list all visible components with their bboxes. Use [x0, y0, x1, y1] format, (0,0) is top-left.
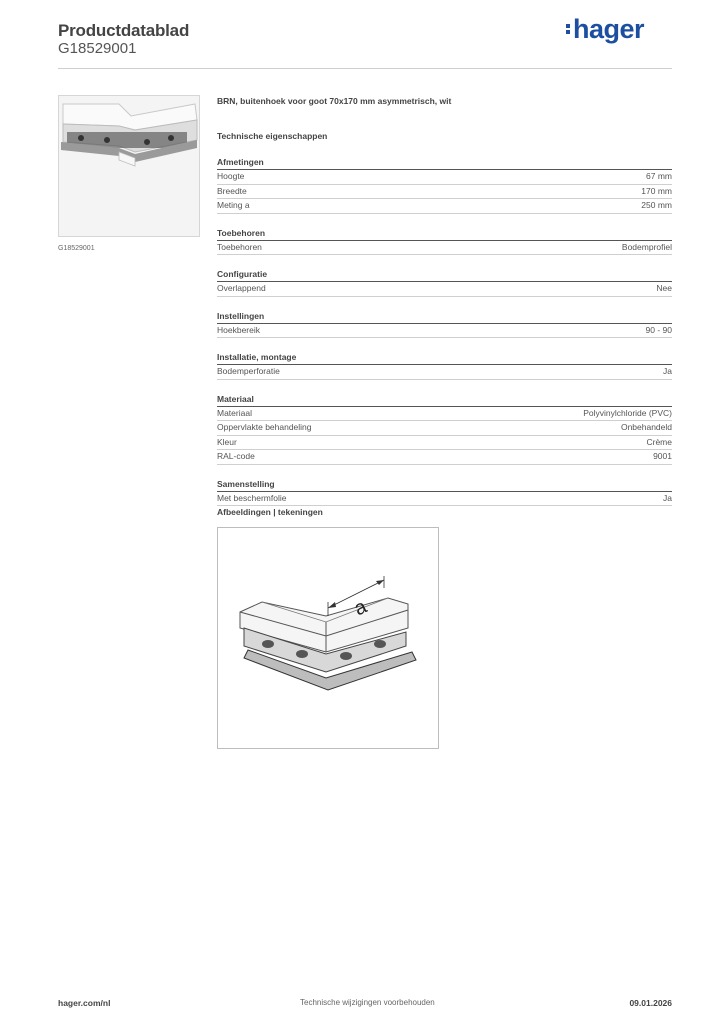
spec-value: Ja [663, 492, 672, 503]
spec-label: Meting a [217, 200, 250, 210]
spec-label: RAL-code [217, 451, 255, 461]
spec-row [217, 185, 672, 200]
spec-row [217, 421, 672, 436]
section-title: Configuratie [217, 269, 672, 282]
section-material [217, 394, 672, 465]
spec-label: Bodemperforatie [217, 366, 280, 376]
spec-value: Ja [663, 366, 672, 376]
section-title: Samenstelling [217, 479, 672, 492]
spec-value: Nee [656, 283, 672, 293]
spec-row [217, 450, 672, 465]
section-title: Afmetingen [217, 157, 672, 170]
section-title: Materiaal [217, 394, 672, 407]
thumbnail-caption: G18529001 [58, 245, 95, 252]
section-installation [217, 352, 672, 380]
footer-date: 09.01.2026 [629, 998, 672, 1008]
spec-value: Bodemprofiel [621, 241, 672, 252]
technical-drawing [217, 527, 439, 749]
spec-value: 9001 [653, 451, 672, 461]
spec-label: Met beschermfolie [217, 492, 287, 503]
spec-row [217, 407, 672, 422]
spec-row [217, 282, 672, 297]
section-title: Installatie, montage [217, 352, 672, 365]
page-title: Productdatablad [58, 21, 190, 40]
spec-value: 67 mm [646, 171, 672, 181]
spec-label: Hoogte [217, 171, 245, 181]
footer-disclaimer: Technische wijzigingen voorbehouden [300, 998, 435, 1007]
spec-label: Overlappend [217, 283, 266, 293]
spec-label: Kleur [217, 436, 237, 447]
corner-drawing-icon [218, 528, 438, 748]
spec-row [217, 492, 672, 507]
spec-label: Oppervlakte behandeling [217, 422, 312, 432]
spec-value: 250 mm [641, 200, 672, 210]
product-photo-icon [59, 96, 199, 236]
dimension-label: a [350, 595, 371, 621]
spec-label: Materiaal [217, 407, 252, 418]
spec-value: 170 mm [641, 185, 672, 196]
product-thumbnail [58, 95, 200, 237]
section-dimensions [217, 157, 672, 214]
spec-label: Breedte [217, 185, 247, 196]
spec-row [217, 241, 672, 256]
section-settings [217, 311, 672, 339]
spec-row [217, 365, 672, 380]
header-divider [58, 68, 672, 69]
spec-value: Polyvinylchloride (PVC) [583, 407, 672, 418]
section-title: Instellingen [217, 311, 672, 324]
spec-row [217, 199, 672, 214]
spec-content [217, 96, 672, 506]
footer-website: hager.com/nl [58, 998, 111, 1008]
spec-row [217, 324, 672, 339]
spec-value: 90 - 90 [645, 324, 672, 335]
section-composition [217, 479, 672, 507]
spec-row [217, 436, 672, 451]
spec-value: Onbehandeld [620, 422, 672, 432]
spec-value: Crème [646, 436, 672, 447]
section-configuration [217, 269, 672, 297]
brand-logo [566, 14, 644, 45]
images-heading: Afbeeldingen | tekeningen [217, 507, 323, 517]
spec-row [217, 170, 672, 185]
logo-dots-icon [566, 22, 571, 36]
spec-label: Toebehoren [217, 241, 262, 252]
section-accessories [217, 228, 672, 256]
section-title: Toebehoren [217, 228, 672, 241]
spec-label: Hoekbereik [217, 324, 260, 335]
product-description: BRN, buitenhoek voor goot 70x170 mm asymmetrisch, wit [217, 96, 452, 106]
brand-logo-text: hager [573, 14, 645, 44]
product-code: G18529001 [58, 40, 137, 57]
technical-properties-heading: Technische eigenschappen [217, 131, 328, 141]
